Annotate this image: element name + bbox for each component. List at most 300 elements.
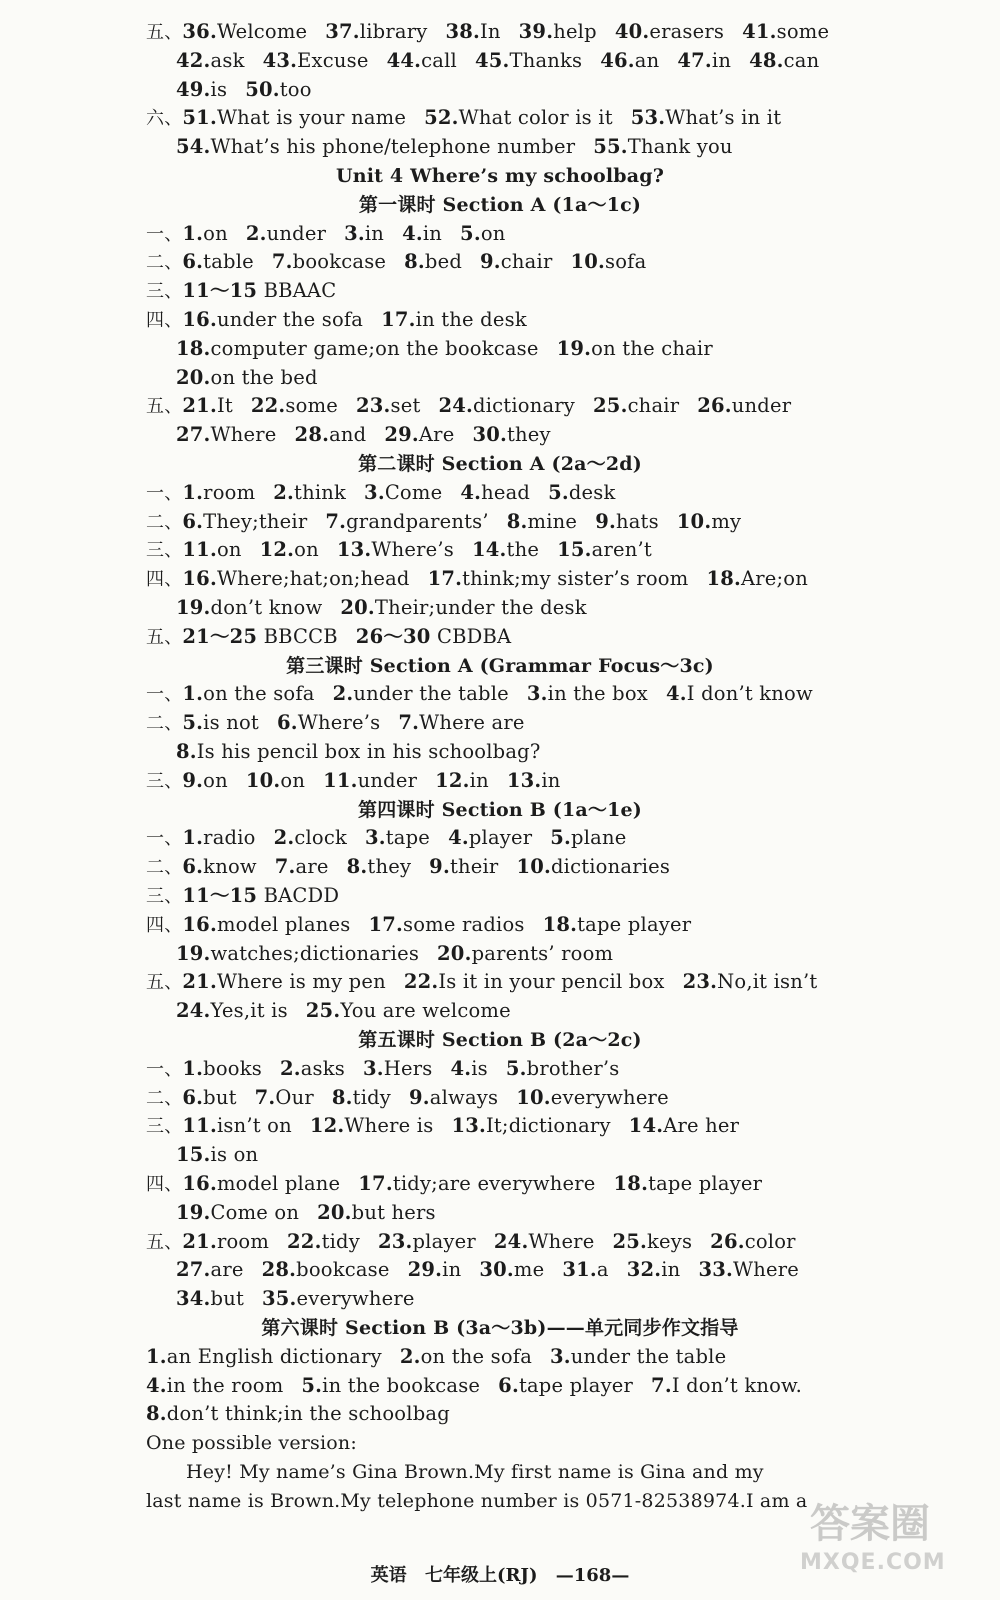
answer-text: is on <box>210 1143 259 1167</box>
answer-text: some <box>285 394 338 418</box>
answer-row <box>146 104 982 132</box>
question-number: 21. <box>182 970 217 994</box>
answer-text: Is it in your pencil box <box>438 970 665 994</box>
question-group-label: 五、 <box>146 1231 183 1253</box>
answer-text: Are her <box>663 1114 740 1138</box>
answer-text: think;my sister’s room <box>462 567 689 591</box>
answer-row <box>146 220 982 248</box>
answer-row <box>146 1112 982 1140</box>
question-number: 44. <box>386 48 422 72</box>
section-heading: 第三课时 Section A (Grammar Focus～3c) <box>286 654 714 677</box>
answer-item <box>507 508 577 536</box>
question-number: 27. <box>176 423 211 447</box>
answer-text: What’s his phone/telephone number <box>210 135 576 159</box>
answer-text: on <box>294 538 319 562</box>
question-number: 2. <box>332 682 354 706</box>
answer-item <box>612 1228 692 1256</box>
answer-text: in the box <box>547 682 648 706</box>
answer-item <box>519 18 597 46</box>
answer-row <box>146 1084 982 1112</box>
answer-item <box>260 536 319 564</box>
answer-item <box>245 76 311 104</box>
answer-row <box>176 997 982 1025</box>
answer-text: tidy;are everywhere <box>392 1172 596 1195</box>
answer-text: No,it isn’t <box>717 970 818 994</box>
answer-row <box>146 565 982 593</box>
question-number: 7. <box>398 711 420 735</box>
answer-item <box>677 47 731 75</box>
answer-text: everywhere <box>550 1085 669 1109</box>
question-number: 15. <box>176 1143 211 1167</box>
answer-item <box>435 767 489 795</box>
question-group-label: 四、 <box>146 914 183 936</box>
question-group-label: 四、 <box>146 310 183 331</box>
site-watermark <box>800 1492 982 1592</box>
question-number: 3. <box>526 682 548 706</box>
answer-item <box>593 133 732 161</box>
answer-text: under <box>357 768 418 792</box>
question-number: 43. <box>262 48 298 72</box>
question-number: 29. <box>384 423 419 447</box>
answer-text: an <box>634 48 660 72</box>
question-number: 25. <box>305 999 341 1023</box>
question-group-label: 五、 <box>146 396 183 418</box>
answer-text: They;their <box>203 509 308 533</box>
question-number: 28. <box>294 423 330 447</box>
answer-text: in <box>422 221 443 245</box>
answer-item <box>378 1228 476 1256</box>
answer-text: Are <box>418 423 455 447</box>
answer-row <box>146 680 982 708</box>
footer-subject: 英语 <box>370 1565 407 1586</box>
answer-item <box>182 968 385 996</box>
answer-text: set <box>390 394 421 418</box>
answer-item <box>182 680 314 708</box>
answer-text: is <box>471 1056 488 1080</box>
question-number: 21～25 <box>182 624 258 648</box>
question-number: 8. <box>506 509 528 533</box>
question-group-label: 四、 <box>146 569 183 591</box>
question-number: 50. <box>245 77 280 101</box>
question-number: 41. <box>742 20 777 43</box>
question-number: 19. <box>176 596 211 619</box>
question-number: 3. <box>363 1056 384 1080</box>
question-number: 10. <box>570 250 605 274</box>
answer-text: Hers <box>383 1056 433 1080</box>
answer-text: library <box>359 20 428 43</box>
answer-item <box>562 1256 608 1284</box>
answer-item <box>262 1256 390 1284</box>
question-number: 20. <box>176 365 211 389</box>
section-heading: Unit 4 Where’s my schoolbag? <box>335 165 665 187</box>
question-number: 4. <box>460 480 482 504</box>
answer-item <box>615 18 724 46</box>
question-number: 19. <box>176 941 211 965</box>
question-number: 23. <box>356 394 391 418</box>
answer-item <box>275 853 329 881</box>
answer-item <box>428 565 689 593</box>
answer-text: player <box>468 826 533 850</box>
answer-text: on <box>480 221 506 245</box>
answer-item <box>310 1112 434 1140</box>
answer-text: but hers <box>351 1200 436 1224</box>
answer-item <box>146 1343 382 1371</box>
question-number: 5. <box>550 826 572 850</box>
section-heading: 第二课时 Section A (2a～2d) <box>358 453 642 475</box>
answer-item <box>182 1084 236 1112</box>
answer-item <box>710 1228 796 1256</box>
answer-item <box>263 47 369 75</box>
question-number: 4. <box>402 221 423 245</box>
answer-row <box>146 1228 982 1256</box>
question-number: 11. <box>323 768 358 792</box>
question-number: 3. <box>364 480 385 504</box>
answer-text: me <box>513 1258 545 1282</box>
answer-item <box>381 306 527 334</box>
question-number: 2. <box>273 826 295 850</box>
question-number: 11. <box>182 538 217 562</box>
question-number: 29. <box>407 1258 443 1282</box>
answer-item <box>358 1170 595 1198</box>
question-number: 2. <box>279 1056 301 1080</box>
question-number: 20. <box>317 1200 352 1224</box>
answer-item <box>182 1112 291 1140</box>
answer-text: In <box>479 20 501 43</box>
answer-item <box>365 824 430 852</box>
answer-text: are <box>210 1258 244 1282</box>
answer-text: grandparents’ <box>346 509 489 533</box>
answer-text: call <box>421 48 457 72</box>
answer-text: mine <box>527 509 578 533</box>
answer-item <box>182 306 363 334</box>
question-number: 5. <box>301 1373 323 1397</box>
question-number: 54. <box>176 135 211 159</box>
answer-row <box>176 940 982 968</box>
answer-item <box>404 248 462 276</box>
answer-text: on <box>280 768 306 792</box>
answer-text: Thanks <box>509 48 583 72</box>
answer-text: model plane <box>216 1172 341 1195</box>
answer-item <box>543 911 692 939</box>
answer-item <box>182 508 307 536</box>
answer-item <box>429 853 498 881</box>
question-number: 47. <box>677 48 712 72</box>
question-number: 49. <box>176 77 211 101</box>
question-number: 14. <box>628 1114 664 1138</box>
question-number: 4. <box>448 826 469 850</box>
question-number: 1. <box>146 1344 167 1368</box>
answer-item <box>182 277 336 305</box>
question-number: 7. <box>271 250 293 274</box>
answer-text: tape player <box>648 1172 763 1195</box>
question-number: 22. <box>250 394 286 418</box>
answer-text: computer game;on the bookcase <box>210 336 539 360</box>
answer-item <box>683 968 818 996</box>
question-number: 5. <box>505 1056 527 1080</box>
question-number: 37. <box>325 20 360 43</box>
question-number: 36. <box>182 20 217 43</box>
question-number: 8. <box>176 740 197 763</box>
question-group-label: 二、 <box>146 1087 183 1109</box>
question-number: 18. <box>176 336 211 360</box>
answer-text: don’t think;in the schoolbag <box>166 1402 450 1426</box>
answer-item <box>146 1400 450 1428</box>
answer-item <box>182 824 255 852</box>
answer-row <box>146 18 982 46</box>
answer-item <box>475 47 582 75</box>
question-number: 34. <box>176 1287 211 1311</box>
answer-row <box>176 364 982 392</box>
question-number: 7. <box>254 1085 276 1109</box>
question-number: 8. <box>146 1402 167 1426</box>
answer-text: Is his pencil box in his schoolbag? <box>196 740 541 763</box>
answer-text: ask <box>210 48 245 72</box>
answer-text: model planes <box>216 912 351 936</box>
answer-text: BBAAC <box>263 279 337 303</box>
answer-item <box>255 1084 314 1112</box>
question-number: 13. <box>506 768 542 792</box>
answer-item <box>507 767 561 795</box>
section-heading: 第六课时 Section B (3a～3b)——单元同步作文指导 <box>261 1317 739 1339</box>
answer-text: an English dictionary <box>166 1344 382 1368</box>
question-number: 9. <box>182 768 204 792</box>
answer-item <box>287 1228 360 1256</box>
question-number: 38. <box>445 20 480 43</box>
section-heading: 第一课时 Section A (1a～1c) <box>358 193 642 216</box>
question-number: 6. <box>182 509 204 533</box>
question-number: 17. <box>368 912 404 936</box>
answer-text: Are;on <box>740 567 808 591</box>
answer-item <box>557 536 652 564</box>
question-number: 26～30 <box>355 624 431 648</box>
question-number: 16. <box>182 1172 217 1195</box>
answer-row <box>176 1141 982 1169</box>
question-number: 3. <box>344 221 365 245</box>
answer-text: What is your name <box>216 106 407 130</box>
answer-row <box>146 968 982 996</box>
question-number: 31. <box>562 1258 597 1282</box>
answer-item <box>273 479 346 507</box>
answer-text: Yes,it is <box>210 999 288 1023</box>
answer-item <box>595 508 659 536</box>
answer-text: in the bookcase <box>322 1373 481 1397</box>
question-number: 15. <box>557 538 592 562</box>
answer-text: books <box>203 1056 262 1080</box>
answer-text: think <box>294 480 347 504</box>
answer-item <box>460 479 530 507</box>
question-group-label: 二、 <box>146 511 183 533</box>
answer-item <box>176 738 541 766</box>
question-group-label: 六、 <box>146 108 183 130</box>
question-number: 12. <box>259 538 295 562</box>
answer-text: It;dictionary <box>485 1114 611 1138</box>
question-group-label: 四、 <box>146 1174 183 1195</box>
answer-item <box>182 248 254 276</box>
answer-item <box>424 104 613 132</box>
essay-line: One possible version: <box>146 1432 357 1455</box>
answer-row <box>146 536 982 564</box>
answer-item <box>325 508 488 536</box>
question-number: 21. <box>182 1229 217 1253</box>
answer-text: I don’t know. <box>671 1373 803 1397</box>
question-number: 27. <box>176 1258 211 1282</box>
question-number: 11. <box>182 1114 217 1138</box>
answer-row <box>176 594 982 622</box>
answer-item <box>448 824 532 852</box>
answer-text: in <box>541 768 561 792</box>
question-number: 9. <box>595 509 616 533</box>
answer-text: Our <box>275 1085 314 1109</box>
question-number: 55. <box>593 135 628 159</box>
question-group-label: 一、 <box>146 1058 183 1080</box>
question-number: 11～15 <box>182 884 258 907</box>
answer-item <box>437 940 613 968</box>
question-number: 28. <box>261 1258 297 1282</box>
answer-text: Where are <box>419 711 525 735</box>
question-number: 19. <box>556 336 592 360</box>
question-number: 4. <box>146 1373 167 1397</box>
answer-row <box>176 1256 982 1284</box>
answer-text: brother’s <box>526 1056 620 1080</box>
answer-text: room <box>203 480 256 504</box>
answer-item <box>340 594 586 622</box>
question-number: 6. <box>182 1085 204 1109</box>
question-group-label: 二、 <box>146 252 183 274</box>
answer-text: Where;hat;on;head <box>216 567 410 591</box>
answer-text: on the sofa <box>420 1344 533 1368</box>
answer-row <box>146 709 982 737</box>
answer-item <box>472 421 550 449</box>
answer-item <box>479 1256 544 1284</box>
answer-item <box>516 853 670 881</box>
answer-text: under the table <box>570 1344 727 1368</box>
answer-item <box>176 47 245 75</box>
question-number: 18. <box>706 567 741 591</box>
question-number: 18. <box>542 912 578 936</box>
answer-item <box>176 364 318 392</box>
question-number: 8. <box>346 855 368 879</box>
question-number: 13. <box>336 538 372 562</box>
answer-text: watches;dictionaries <box>210 941 420 965</box>
answer-row <box>146 911 982 939</box>
answer-item <box>677 508 741 536</box>
question-number: 9. <box>409 1085 430 1109</box>
answer-text: What’s in it <box>665 106 782 130</box>
question-number: 20. <box>437 941 472 965</box>
answer-text: CBDBA <box>436 624 512 648</box>
answer-text: chair <box>500 250 553 274</box>
section-heading: 第五课时 Section B (2a～2c) <box>358 1029 642 1051</box>
answer-row <box>146 392 982 420</box>
answer-item <box>557 335 713 363</box>
answer-item <box>398 709 524 737</box>
answer-item <box>550 824 626 852</box>
watermark-url: MXQE.COM <box>800 1550 946 1575</box>
answer-row <box>176 738 982 766</box>
answer-item <box>409 1084 498 1112</box>
answer-row <box>146 853 982 881</box>
question-number: 24. <box>176 999 211 1023</box>
answer-item <box>182 104 406 132</box>
question-number: 25. <box>593 394 628 418</box>
answer-text: erasers <box>649 20 725 43</box>
answer-text: on the sofa <box>203 682 315 706</box>
answer-text: isn’t on <box>216 1114 292 1138</box>
answer-row <box>146 1055 982 1083</box>
answer-item <box>306 997 511 1025</box>
answer-item <box>614 1170 763 1198</box>
answer-row <box>146 1170 982 1198</box>
question-group-label: 三、 <box>146 281 183 303</box>
answer-item <box>182 479 255 507</box>
answer-text: hats <box>615 509 659 533</box>
question-number: 48. <box>749 48 784 72</box>
answer-text: bookcase <box>296 1258 390 1282</box>
answer-row <box>176 76 982 104</box>
answer-row <box>146 767 982 795</box>
question-number: 52. <box>424 106 459 130</box>
answer-item <box>400 1343 532 1371</box>
answer-row <box>176 335 982 363</box>
answer-item <box>176 133 575 161</box>
answer-text: in <box>661 1258 681 1282</box>
watermark-logo: 答案圈 <box>810 1501 930 1547</box>
answer-text: on <box>203 221 228 245</box>
answer-text: in the room <box>166 1373 284 1397</box>
answer-text: tape <box>385 826 431 850</box>
answer-item <box>364 479 442 507</box>
answer-item <box>363 1055 432 1083</box>
answer-text: clock <box>294 826 347 850</box>
answer-text: always <box>429 1085 499 1109</box>
answer-text: Where’s <box>297 711 381 735</box>
answer-text: sofa <box>605 250 647 274</box>
answer-row <box>146 306 982 334</box>
answer-text: You are welcome <box>340 999 511 1023</box>
answer-item <box>176 1285 244 1313</box>
answer-text: the <box>506 538 540 562</box>
question-number: 22. <box>403 970 439 994</box>
answer-row <box>176 47 982 75</box>
answer-item <box>176 997 288 1025</box>
answer-item <box>332 1084 391 1112</box>
question-number: 2. <box>273 480 295 504</box>
answer-item <box>480 248 552 276</box>
answer-item <box>439 392 576 420</box>
answer-text: their <box>449 855 499 879</box>
answer-item <box>651 1372 802 1400</box>
answer-text: on the bed <box>210 365 318 389</box>
question-number: 30. <box>479 1258 514 1282</box>
answer-text: asks <box>300 1056 345 1080</box>
answer-item <box>182 853 256 881</box>
question-number: 4. <box>450 1056 472 1080</box>
answer-item <box>404 968 665 996</box>
question-group-label: 五、 <box>146 626 183 648</box>
question-number: 21. <box>182 394 217 418</box>
answer-item <box>176 76 227 104</box>
answer-item <box>697 392 791 420</box>
question-number: 8. <box>331 1085 353 1109</box>
answer-text: in <box>711 48 732 72</box>
footer-grade: 七年级上(RJ) <box>424 1565 538 1586</box>
answer-text: tape player <box>518 1373 634 1397</box>
question-number: 3. <box>365 826 386 850</box>
answer-text: Where is <box>344 1114 434 1138</box>
answer-text: they <box>506 423 551 447</box>
answer-row <box>146 623 982 651</box>
answer-text: BBCCB <box>263 624 338 648</box>
